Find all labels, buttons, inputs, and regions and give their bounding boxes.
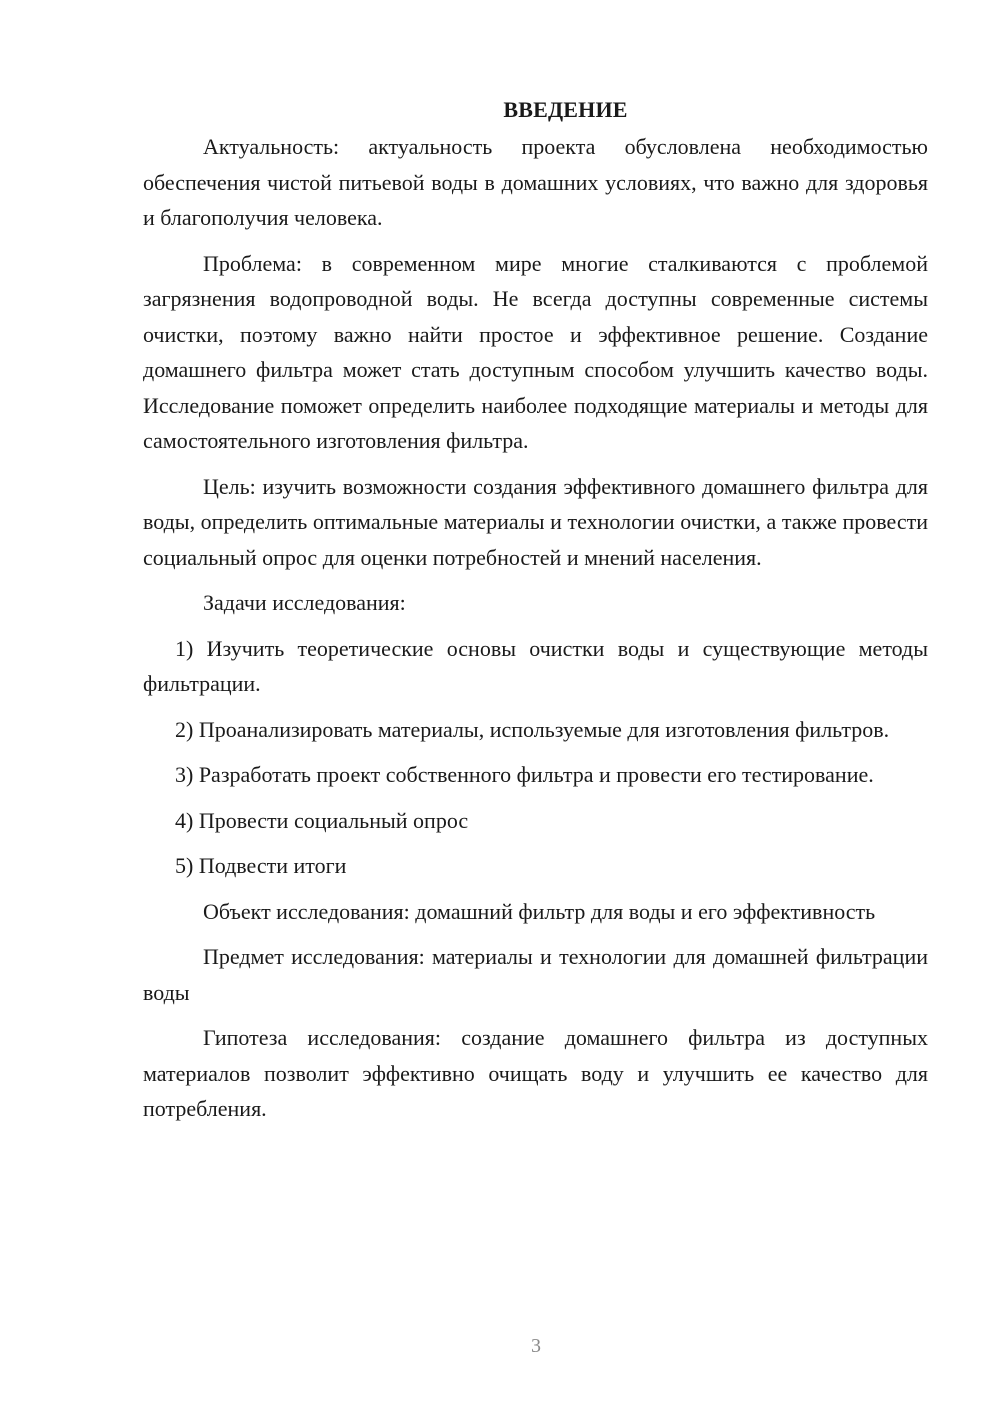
task-item-4: 4) Провести социальный опрос bbox=[175, 807, 469, 833]
task-item-3: 3) Разработать проект собственного фильтра и провести его тестирование. bbox=[175, 762, 874, 787]
paragraph-problem: Проблема: в современном мире многие сталкиваются с проблемой загрязнения водопроводной воды. Не всегда доступны современные системы очистки, поэтому важно найти простое и эффективное решение. Создание домашнего фильтра может стать доступным способом улучшить качество воды. Исследование поможет определить наиболее подходящие материалы и методы для самостоятельного изготовления фильтра. bbox=[143, 250, 928, 453]
section-title: ВВЕДЕНИЕ bbox=[503, 97, 628, 122]
paragraph-object: Объект исследования: домашний фильтр для воды и его эффективность bbox=[203, 898, 876, 924]
document-page bbox=[143, 92, 928, 1137]
paragraph-relevance: Актуальность: актуальность проекта обусловлена необходимостью обеспечения чистой питьевой воды в домашних условиях, что важно для здоровья и благополучия человека. bbox=[143, 134, 928, 230]
task-item-1: 1) Изучить теоретические основы очистки воды и существующие методы фильтрации. bbox=[143, 635, 928, 696]
paragraph-subject: Предмет исследования: материалы и технологии для домашней фильтрации воды bbox=[143, 944, 928, 1005]
tasks-heading: Задачи исследования: bbox=[203, 590, 406, 615]
paragraph-goal: Цель: изучить возможности создания эффективного домашнего фильтра для воды, определить оптимальные материалы и технологии очистки, а также провести социальный опрос для оценки потребностей и мнений населения. bbox=[143, 473, 928, 570]
page-number: 3 bbox=[531, 1335, 541, 1357]
paragraph-hypothesis: Гипотеза исследования: создание домашнего фильтра из доступных материалов позволит эффективно очищать воду и улучшить ее качество для потребления. bbox=[143, 1025, 928, 1121]
task-item-5: 5) Подвести итоги bbox=[175, 853, 347, 878]
task-item-2: 2) Проанализировать материалы, используемые для изготовления фильтров. bbox=[175, 716, 890, 742]
